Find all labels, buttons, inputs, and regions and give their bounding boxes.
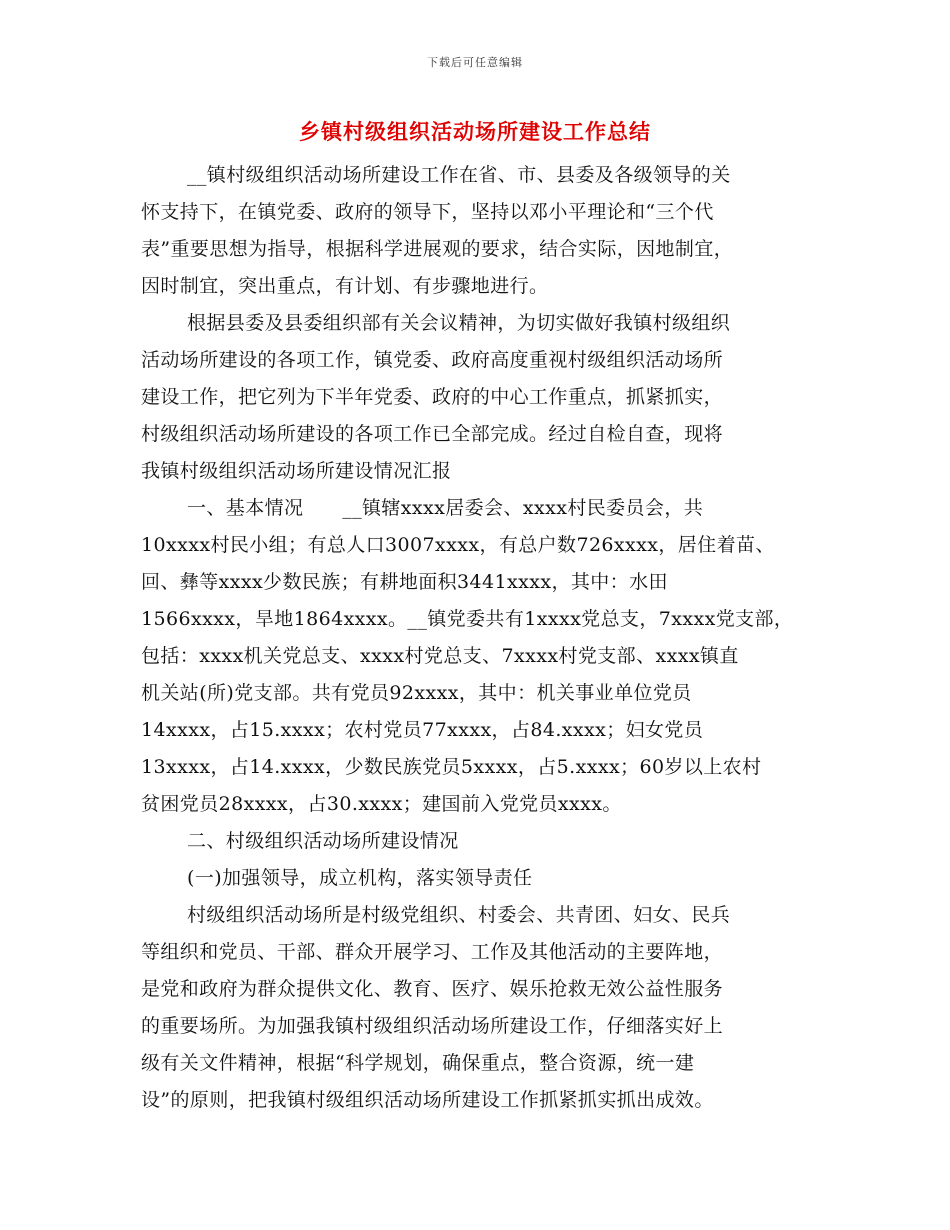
text-line: 13xxxx，占14.xxxx，少数民族党员5xxxx，占5.xxxx；60岁以上农村 [141, 756, 762, 778]
text-line: 级有关文件精神，根据“科学规划，确保重点，整合资源，统一建 [141, 1052, 695, 1074]
text-line: 表”重要思想为指导，根据科学进展观的要求，结合实际，因地制宜， [141, 238, 734, 260]
text-line: 设”的原则，把我镇村级组织活动场所建设工作抓紧抓实抓出成效。 [141, 1089, 714, 1111]
document-title: 乡镇村级组织活动场所建设工作总结 [299, 119, 651, 144]
text-line: 的重要场所。为加强我镇村级组织活动场所建设工作，仔细落实好上 [141, 1015, 724, 1037]
text-line: 怀支持下，在镇党委、政府的领导下，坚持以邓小平理论和“三个代 [141, 201, 714, 223]
text-line: 村级组织活动场所建设的各项工作已全部完成。经过自检自查，现将 [141, 423, 724, 445]
document-body [141, 157, 831, 1119]
text-line: 活动场所建设的各项工作，镇党委、政府高度重视村级组织活动场所 [141, 349, 724, 371]
text-line: __镇村级组织活动场所建设工作在省、市、县委及各级领导的关 [187, 164, 731, 186]
text-line: 回、彝等xxxx少数民族；有耕地面积3441xxxx，其中：水田 [141, 571, 668, 593]
text-line: 因时制宜，突出重点，有计划、有步骤地进行。 [141, 275, 549, 297]
text-line: 机关站(所)党支部。共有党员92xxxx，其中：机关事业单位党员 [141, 682, 692, 704]
text-line: 我镇村级组织活动场所建设情况汇报 [141, 460, 452, 482]
text-line: 根据县委及县委组织部有关会议精神，为切实做好我镇村级组织 [187, 312, 731, 334]
text-line: 建设工作，把它列为下半年党委、政府的中心工作重点，抓紧抓实， [141, 386, 724, 408]
text-line: 10xxxx村民小组；有总人口3007xxxx，有总户数726xxxx，居住着苗、 [141, 534, 775, 556]
text-line: 包括：xxxx机关党总支、xxxx村党总支、7xxxx村党支部、xxxx镇直 [141, 645, 739, 667]
text-line: 14xxxx，占15.xxxx；农村党员77xxxx，占84.xxxx；妇女党员 [141, 719, 704, 741]
text-line: 1566xxxx，旱地1864xxxx。__镇党委共有1xxxx党总支，7xxxx党支部， [141, 608, 794, 630]
header-note: 下载后可任意编辑 [427, 56, 523, 69]
subsection-heading: (一)加强领导，成立机构，落实领导责任 [187, 867, 533, 889]
text-line: 贫困党员28xxxx，占30.xxxx；建国前入党党员xxxx。 [141, 793, 622, 815]
text-line: 等组织和党员、干部、群众开展学习、工作及其他活动的主要阵地， [141, 941, 724, 963]
section-heading-line: 一、基本情况 __镇辖xxxx居委会、xxxx村民委员会，共 [187, 497, 704, 519]
section-heading: 二、村级组织活动场所建设情况 [187, 830, 459, 852]
text-line: 村级组织活动场所是村级党组织、村委会、共青团、妇女、民兵 [187, 904, 731, 926]
text-line: 是党和政府为群众提供文化、教育、医疗、娱乐抢救无效公益性服务 [141, 978, 724, 1000]
